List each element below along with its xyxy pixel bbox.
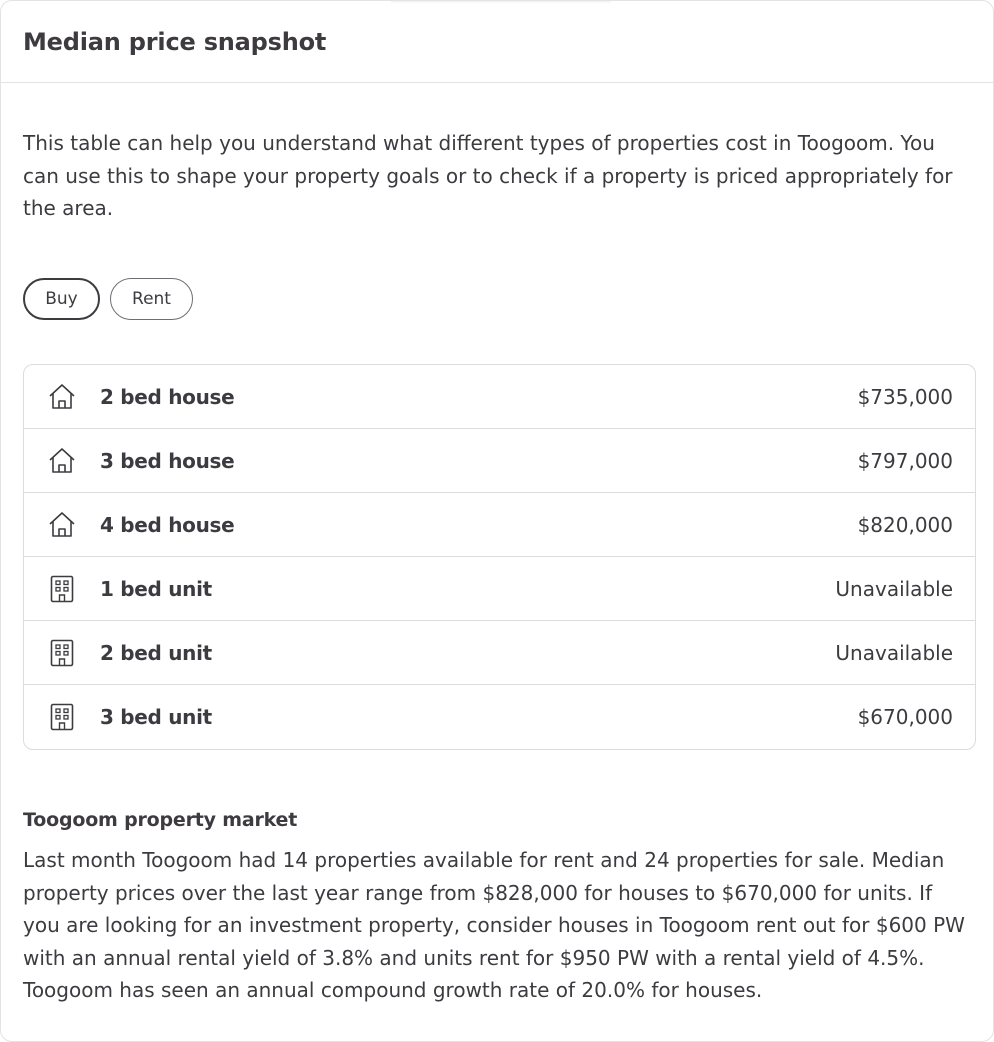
table-row xyxy=(24,429,975,493)
price-table xyxy=(23,364,976,750)
table-row xyxy=(24,621,975,685)
rent-button[interactable]: Rent xyxy=(110,278,193,320)
row-label: 1 bed unit xyxy=(100,576,212,601)
row-label: 2 bed house xyxy=(100,384,235,409)
row-label: 2 bed unit xyxy=(100,640,212,665)
table-row xyxy=(24,365,975,429)
market-description: Last month Toogoom had 14 properties available for rent and 24 properties for sale. Median property prices over the last year range from $828,000 for houses to $670,000 for units. If you are looking for an investment property, consider houses in Toogoom rent out for $600 PW with an annual rental yield of 3.8% and units rent for $950 PW with a rental yield of 4.5%. Toogoom has seen an annual compound growth rate of 20.0% for houses. xyxy=(23,848,965,1002)
house-icon xyxy=(46,381,78,413)
house-icon xyxy=(46,509,78,541)
row-value: Unavailable xyxy=(835,576,953,601)
row-value: $797,000 xyxy=(857,448,953,473)
row-label: 4 bed house xyxy=(100,512,235,537)
row-label: 3 bed unit xyxy=(100,705,212,729)
buy-rent-toggle xyxy=(23,278,193,320)
top-shadow xyxy=(391,1,611,4)
row-value: $820,000 xyxy=(857,512,953,537)
market-title: Toogoom property market xyxy=(23,809,298,831)
house-icon xyxy=(46,445,78,477)
building-icon xyxy=(46,637,78,669)
building-icon xyxy=(46,701,78,733)
buy-button[interactable]: Buy xyxy=(23,278,100,320)
row-value: $735,000 xyxy=(857,384,953,409)
card-header xyxy=(1,1,993,83)
page-title: Median price snapshot xyxy=(23,27,327,56)
row-label: 3 bed house xyxy=(100,448,235,473)
table-row xyxy=(24,493,975,557)
row-value: Unavailable xyxy=(835,640,953,665)
row-value: $670,000 xyxy=(857,705,953,729)
table-row xyxy=(24,685,975,749)
table-row xyxy=(24,557,975,621)
intro-text: This table can help you understand what different types of properties cost in Toogoom. You can use this to shape your property goals or to check if a property is priced appropriately for the area. xyxy=(23,131,953,220)
building-icon xyxy=(46,573,78,605)
